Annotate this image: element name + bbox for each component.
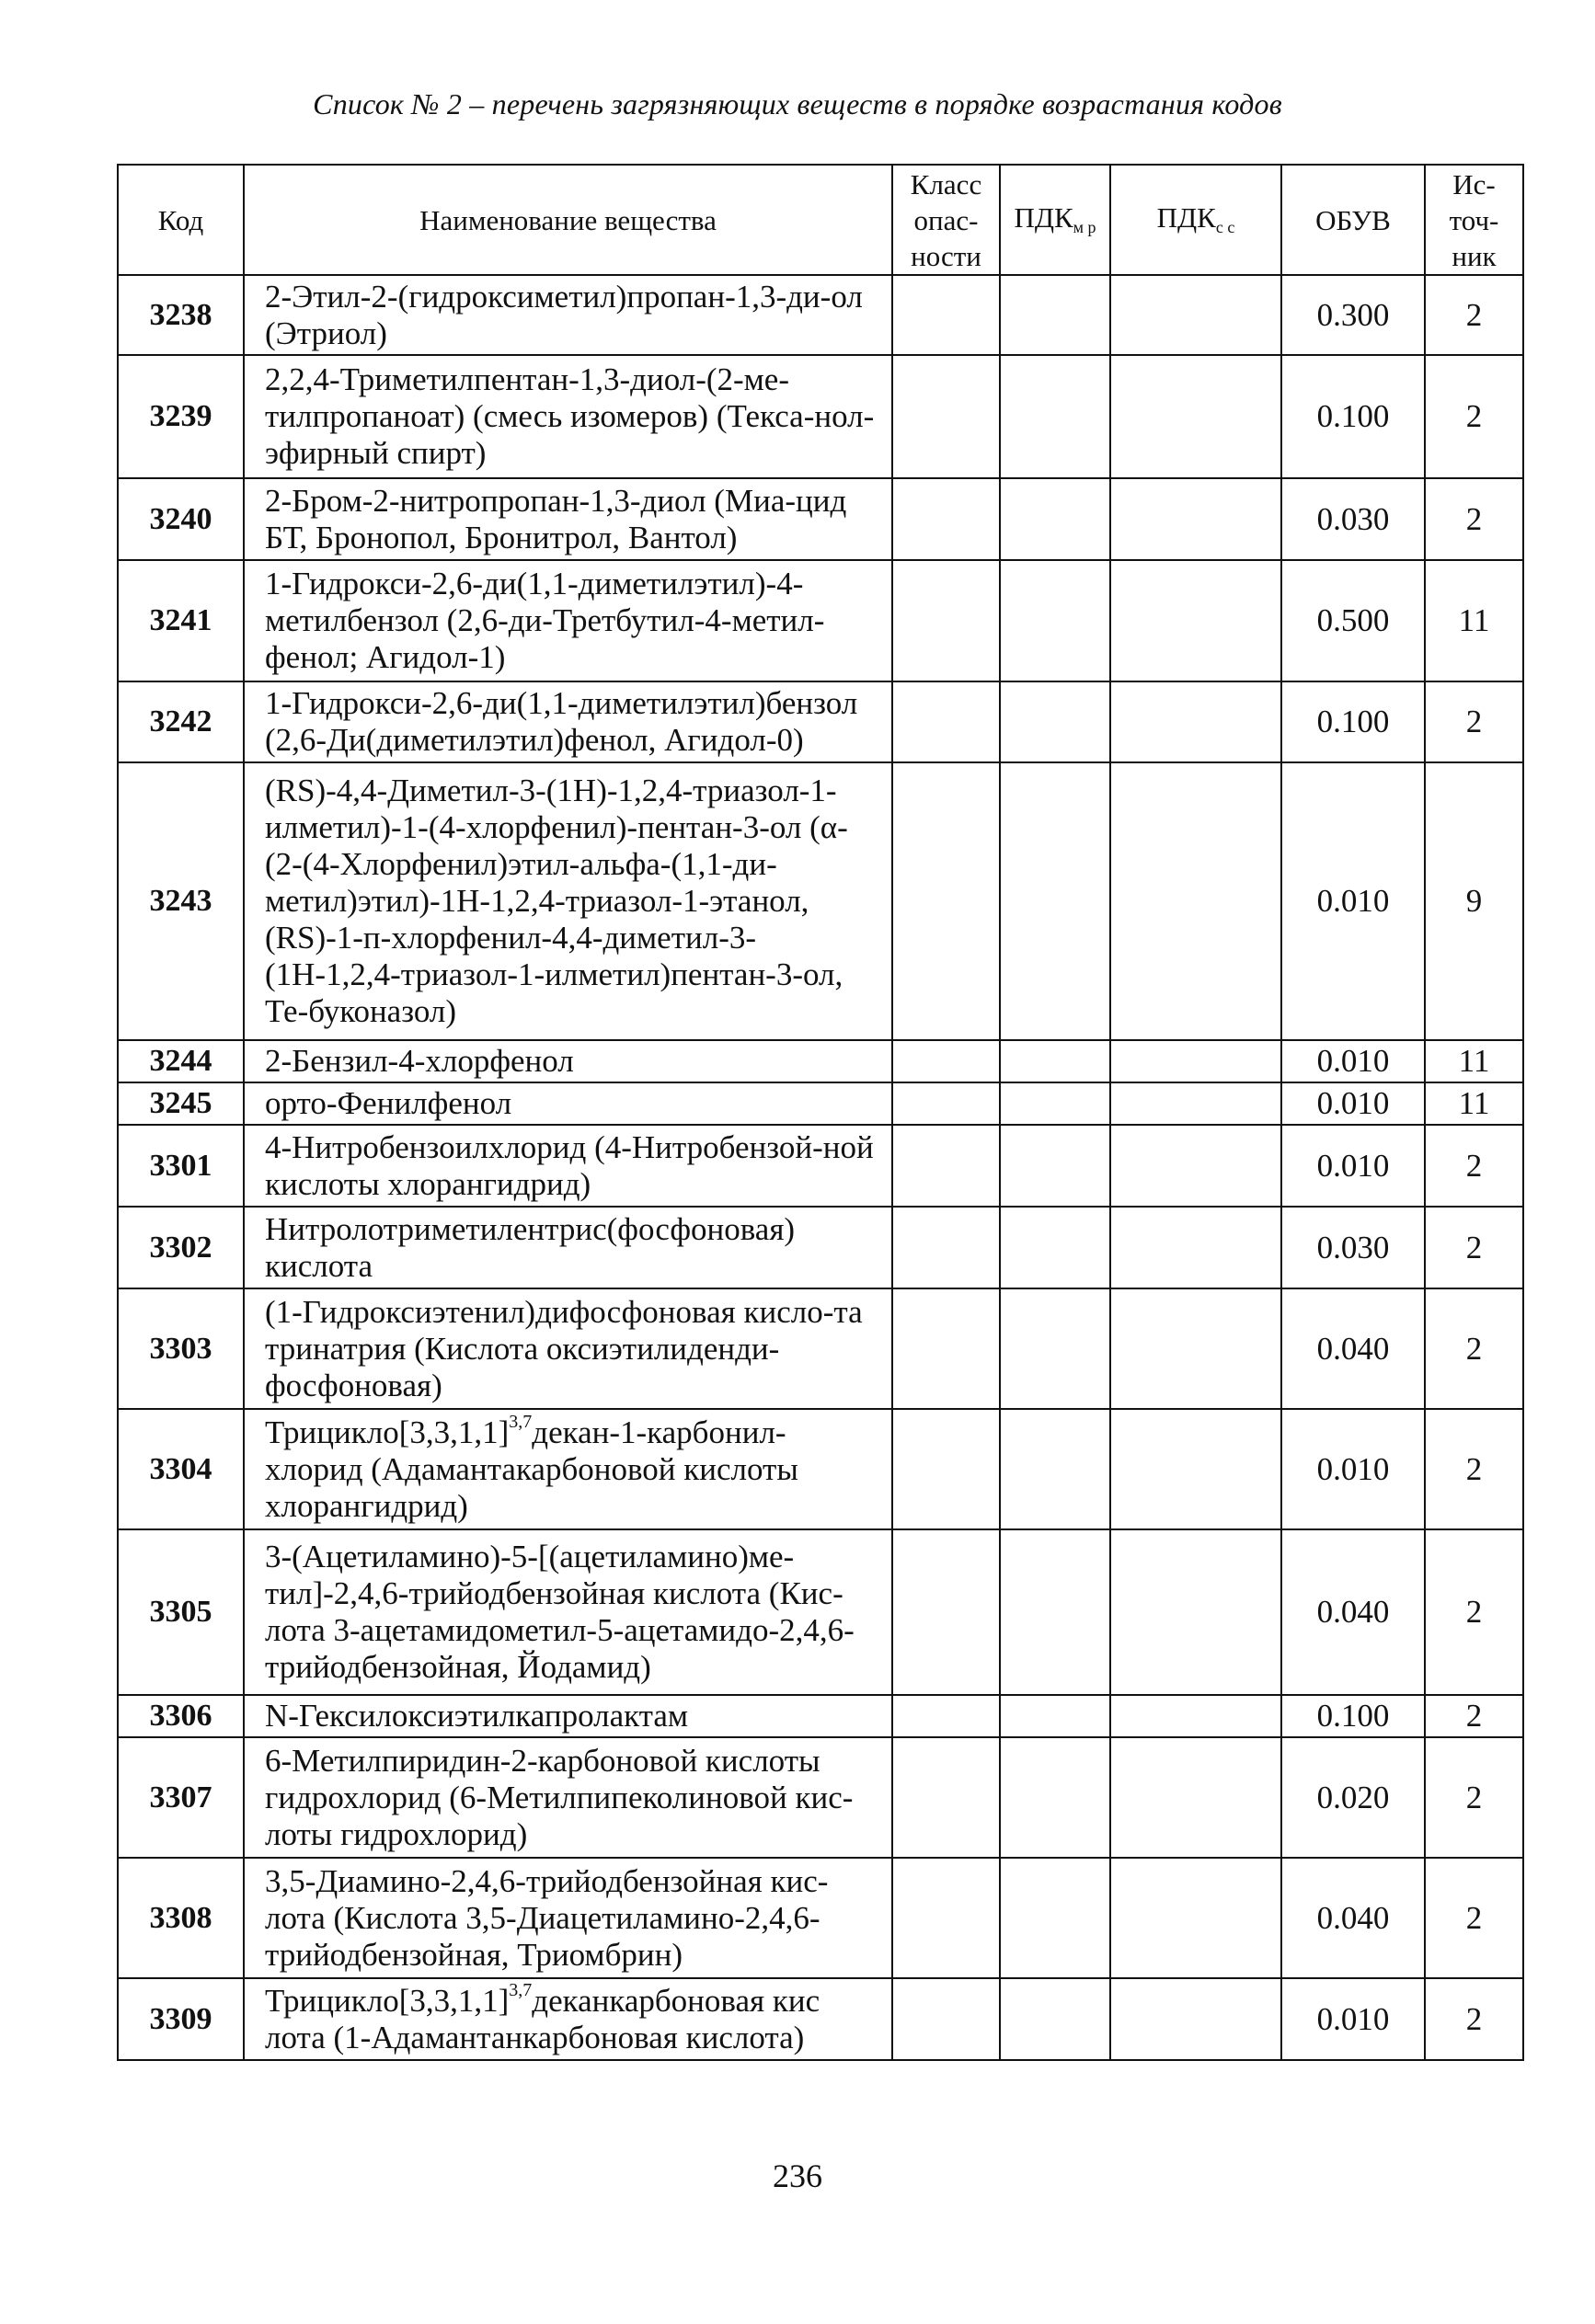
cell-source: 2 <box>1425 1207 1523 1288</box>
cell-name: 4-Нитробензоилхлорид (4-Нитробензой-ной кислоты хлорангидрид) <box>244 1125 892 1207</box>
cell-obuv: 0.040 <box>1281 1529 1425 1695</box>
column-header-obuv: ОБУВ <box>1281 165 1425 275</box>
cell-pdk-mr <box>1000 1040 1110 1082</box>
cell-hazard <box>892 1529 1000 1695</box>
cell-hazard <box>892 560 1000 681</box>
cell-pdk-ss <box>1110 1288 1281 1409</box>
cell-name: 3-(Ацетиламино)-5-[(ацетиламино)ме-тил]-2,4,6-трийодбензойная кислота (Кис-лота 3-ацетамидометил-5-ацетамидо-2,4,6-трийодбензойная, Йодамид) <box>244 1529 892 1695</box>
cell-code: 3245 <box>118 1082 244 1125</box>
cell-obuv: 0.020 <box>1281 1737 1425 1858</box>
cell-source: 2 <box>1425 681 1523 762</box>
cell-code: 3302 <box>118 1207 244 1288</box>
cell-name: 6-Метилпиридин-2-карбоновой кислоты гидрохлорид (6-Метилпипеколиновой кис-лоты гидрохлорид) <box>244 1737 892 1858</box>
table-row <box>118 1695 1523 1737</box>
table-row <box>118 275 1523 355</box>
cell-obuv: 0.500 <box>1281 560 1425 681</box>
cell-code: 3241 <box>118 560 244 681</box>
cell-pdk-ss <box>1110 762 1281 1040</box>
cell-pdk-ss <box>1110 1040 1281 1082</box>
cell-pdk-mr <box>1000 1409 1110 1529</box>
cell-hazard <box>892 1040 1000 1082</box>
cell-pdk-ss <box>1110 275 1281 355</box>
cell-code: 3239 <box>118 355 244 478</box>
cell-source: 11 <box>1425 1082 1523 1125</box>
column-header-pdk-mr: ПДКм р <box>1000 165 1110 275</box>
table-row <box>118 1207 1523 1288</box>
cell-obuv: 0.100 <box>1281 355 1425 478</box>
cell-source: 2 <box>1425 1978 1523 2060</box>
cell-pdk-ss <box>1110 681 1281 762</box>
cell-pdk-ss <box>1110 1695 1281 1737</box>
cell-name: 1-Гидрокси-2,6-ди(1,1-диметилэтил)-4-метилбензол (2,6-ди-Третбутил-4-метил-фенол; Агидол-1) <box>244 560 892 681</box>
cell-pdk-mr <box>1000 1288 1110 1409</box>
cell-name: 2,2,4-Триметилпентан-1,3-диол-(2-ме-тилпропаноат) (смесь изомеров) (Текса-нол-эфирный спирт) <box>244 355 892 478</box>
cell-hazard <box>892 1082 1000 1125</box>
cell-obuv: 0.010 <box>1281 1125 1425 1207</box>
cell-name-superscript: 3,7 <box>509 1979 533 2000</box>
cell-obuv: 0.040 <box>1281 1288 1425 1409</box>
cell-pdk-mr <box>1000 762 1110 1040</box>
cell-obuv: 0.030 <box>1281 1207 1425 1288</box>
cell-hazard <box>892 1737 1000 1858</box>
cell-pdk-mr <box>1000 1695 1110 1737</box>
cell-source: 2 <box>1425 478 1523 560</box>
substances-table <box>117 164 1524 2061</box>
page-number: 236 <box>773 2158 822 2194</box>
cell-obuv: 0.010 <box>1281 1409 1425 1529</box>
cell-obuv: 0.040 <box>1281 1858 1425 1978</box>
cell-name: 1-Гидрокси-2,6-ди(1,1-диметилэтил)бензол (2,6-Ди(диметилэтил)фенол, Агидол-0) <box>244 681 892 762</box>
cell-code: 3238 <box>118 275 244 355</box>
cell-name: 2-Бензил-4-хлорфенол <box>244 1040 892 1082</box>
cell-obuv: 0.010 <box>1281 1082 1425 1125</box>
cell-source: 2 <box>1425 1288 1523 1409</box>
cell-pdk-mr <box>1000 1207 1110 1288</box>
cell-pdk-mr <box>1000 1529 1110 1695</box>
cell-hazard <box>892 355 1000 478</box>
cell-name: орто-Фенилфенол <box>244 1082 892 1125</box>
cell-name-prefix: Трицикло[3,3,1,1] <box>265 1982 510 2019</box>
cell-obuv: 0.030 <box>1281 478 1425 560</box>
table-row <box>118 1737 1523 1858</box>
cell-code: 3305 <box>118 1529 244 1695</box>
cell-pdk-ss <box>1110 1529 1281 1695</box>
cell-hazard <box>892 478 1000 560</box>
cell-name-suffix: деканкарбоновая кис лота (1-Адамантанкарбоновая кислота) <box>265 1982 820 2055</box>
cell-obuv: 0.100 <box>1281 681 1425 762</box>
cell-source: 2 <box>1425 1858 1523 1978</box>
cell-hazard <box>892 1207 1000 1288</box>
cell-code: 3307 <box>118 1737 244 1858</box>
table-row <box>118 478 1523 560</box>
cell-hazard <box>892 1858 1000 1978</box>
cell-hazard <box>892 1125 1000 1207</box>
cell-pdk-mr <box>1000 275 1110 355</box>
cell-pdk-mr <box>1000 681 1110 762</box>
table-row <box>118 1288 1523 1409</box>
cell-source: 2 <box>1425 1409 1523 1529</box>
table-row <box>118 1040 1523 1082</box>
table-row <box>118 1125 1523 1207</box>
cell-code: 3242 <box>118 681 244 762</box>
cell-source: 2 <box>1425 1125 1523 1207</box>
cell-source: 2 <box>1425 275 1523 355</box>
cell-code: 3240 <box>118 478 244 560</box>
cell-source: 2 <box>1425 1737 1523 1858</box>
cell-source: 9 <box>1425 762 1523 1040</box>
cell-pdk-ss <box>1110 1737 1281 1858</box>
cell-code: 3301 <box>118 1125 244 1207</box>
table-row <box>118 1409 1523 1529</box>
table-row <box>118 1978 1523 2060</box>
cell-hazard <box>892 1978 1000 2060</box>
cell-pdk-mr <box>1000 1125 1110 1207</box>
table-row <box>118 762 1523 1040</box>
cell-obuv: 0.100 <box>1281 1695 1425 1737</box>
cell-pdk-mr <box>1000 355 1110 478</box>
cell-pdk-ss <box>1110 478 1281 560</box>
table-row <box>118 1858 1523 1978</box>
cell-hazard <box>892 1409 1000 1529</box>
cell-name-prefix: Трицикло[3,3,1,1] <box>265 1414 510 1450</box>
column-header-hazard-class: Класс опас- ности <box>892 165 1000 275</box>
cell-source: 2 <box>1425 355 1523 478</box>
cell-pdk-mr <box>1000 1082 1110 1125</box>
cell-pdk-mr <box>1000 1737 1110 1858</box>
cell-code: 3304 <box>118 1409 244 1529</box>
cell-name: 3,5-Диамино-2,4,6-трийодбензойная кис-лота (Кислота 3,5-Диацетиламино-2,4,6-трийодбензойная, Триомбрин) <box>244 1858 892 1978</box>
cell-pdk-ss <box>1110 560 1281 681</box>
cell-pdk-ss <box>1110 1858 1281 1978</box>
cell-hazard <box>892 1695 1000 1737</box>
table-header-row <box>118 165 1523 275</box>
cell-source: 2 <box>1425 1529 1523 1695</box>
table-row <box>118 560 1523 681</box>
cell-code: 3309 <box>118 1978 244 2060</box>
cell-pdk-ss <box>1110 1125 1281 1207</box>
cell-obuv: 0.010 <box>1281 1040 1425 1082</box>
cell-name <box>244 1409 892 1529</box>
cell-hazard <box>892 275 1000 355</box>
cell-code: 3306 <box>118 1695 244 1737</box>
cell-pdk-ss <box>1110 1978 1281 2060</box>
cell-code: 3244 <box>118 1040 244 1082</box>
cell-name <box>244 1978 892 2060</box>
cell-name: Нитролотриметилентрис(фосфоновая) кислота <box>244 1207 892 1288</box>
cell-name-superscript: 3,7 <box>509 1411 533 1432</box>
cell-code: 3243 <box>118 762 244 1040</box>
cell-pdk-mr <box>1000 1978 1110 2060</box>
cell-pdk-ss <box>1110 1082 1281 1125</box>
cell-hazard <box>892 1288 1000 1409</box>
cell-obuv: 0.010 <box>1281 1978 1425 2060</box>
cell-hazard <box>892 762 1000 1040</box>
cell-name: (1-Гидроксиэтенил)дифосфоновая кисло-та тринатрия (Кислота оксиэтилиденди-фосфоновая) <box>244 1288 892 1409</box>
cell-source: 11 <box>1425 560 1523 681</box>
cell-obuv: 0.300 <box>1281 275 1425 355</box>
cell-pdk-mr <box>1000 478 1110 560</box>
table-row <box>118 1529 1523 1695</box>
cell-name-suffix: декан-1-карбонил-хлорид (Адамантакарбоновой кислоты хлорангидрид) <box>265 1414 798 1524</box>
cell-name: N-Гексилоксиэтилкапролактам <box>244 1695 892 1737</box>
column-header-name: Наименование вещества <box>244 165 892 275</box>
column-header-source: Ис- точ- ник <box>1425 165 1523 275</box>
cell-name: (RS)-4,4-Диметил-3-(1Н)-1,2,4-триазол-1-илметил)-1-(4-хлорфенил)-пентан-3-ол (α-(2-(4-Хлорфенил)этил-альфа-(1,1-ди-метил)этил)-1Н-1,2,4-триазол-1-этанол, (RS)-1-п-хлорфенил-4,4-диметил-3-(1Н-1,2,4-триазол-1-илметил)пентан-3-ол, Те-буконазол) <box>244 762 892 1040</box>
cell-hazard <box>892 681 1000 762</box>
column-header-code: Код <box>118 165 244 275</box>
cell-code: 3303 <box>118 1288 244 1409</box>
cell-pdk-mr <box>1000 1858 1110 1978</box>
cell-pdk-ss <box>1110 1207 1281 1288</box>
table-row <box>118 681 1523 762</box>
table-row <box>118 355 1523 478</box>
column-header-pdk-ss: ПДКс с <box>1110 165 1281 275</box>
cell-pdk-ss <box>1110 1409 1281 1529</box>
cell-obuv: 0.010 <box>1281 762 1425 1040</box>
cell-pdk-mr <box>1000 560 1110 681</box>
page-title: Список № 2 – перечень загрязняющих веществ в порядке возрастания кодов <box>313 87 1282 120</box>
cell-source: 11 <box>1425 1040 1523 1082</box>
cell-code: 3308 <box>118 1858 244 1978</box>
cell-name: 2-Этил-2-(гидроксиметил)пропан-1,3-ди-ол (Этриол) <box>244 275 892 355</box>
cell-source: 2 <box>1425 1695 1523 1737</box>
cell-pdk-ss <box>1110 355 1281 478</box>
table-row <box>118 1082 1523 1125</box>
cell-name: 2-Бром-2-нитропропан-1,3-диол (Миа-цид БТ, Бронопол, Бронитрол, Вантол) <box>244 478 892 560</box>
